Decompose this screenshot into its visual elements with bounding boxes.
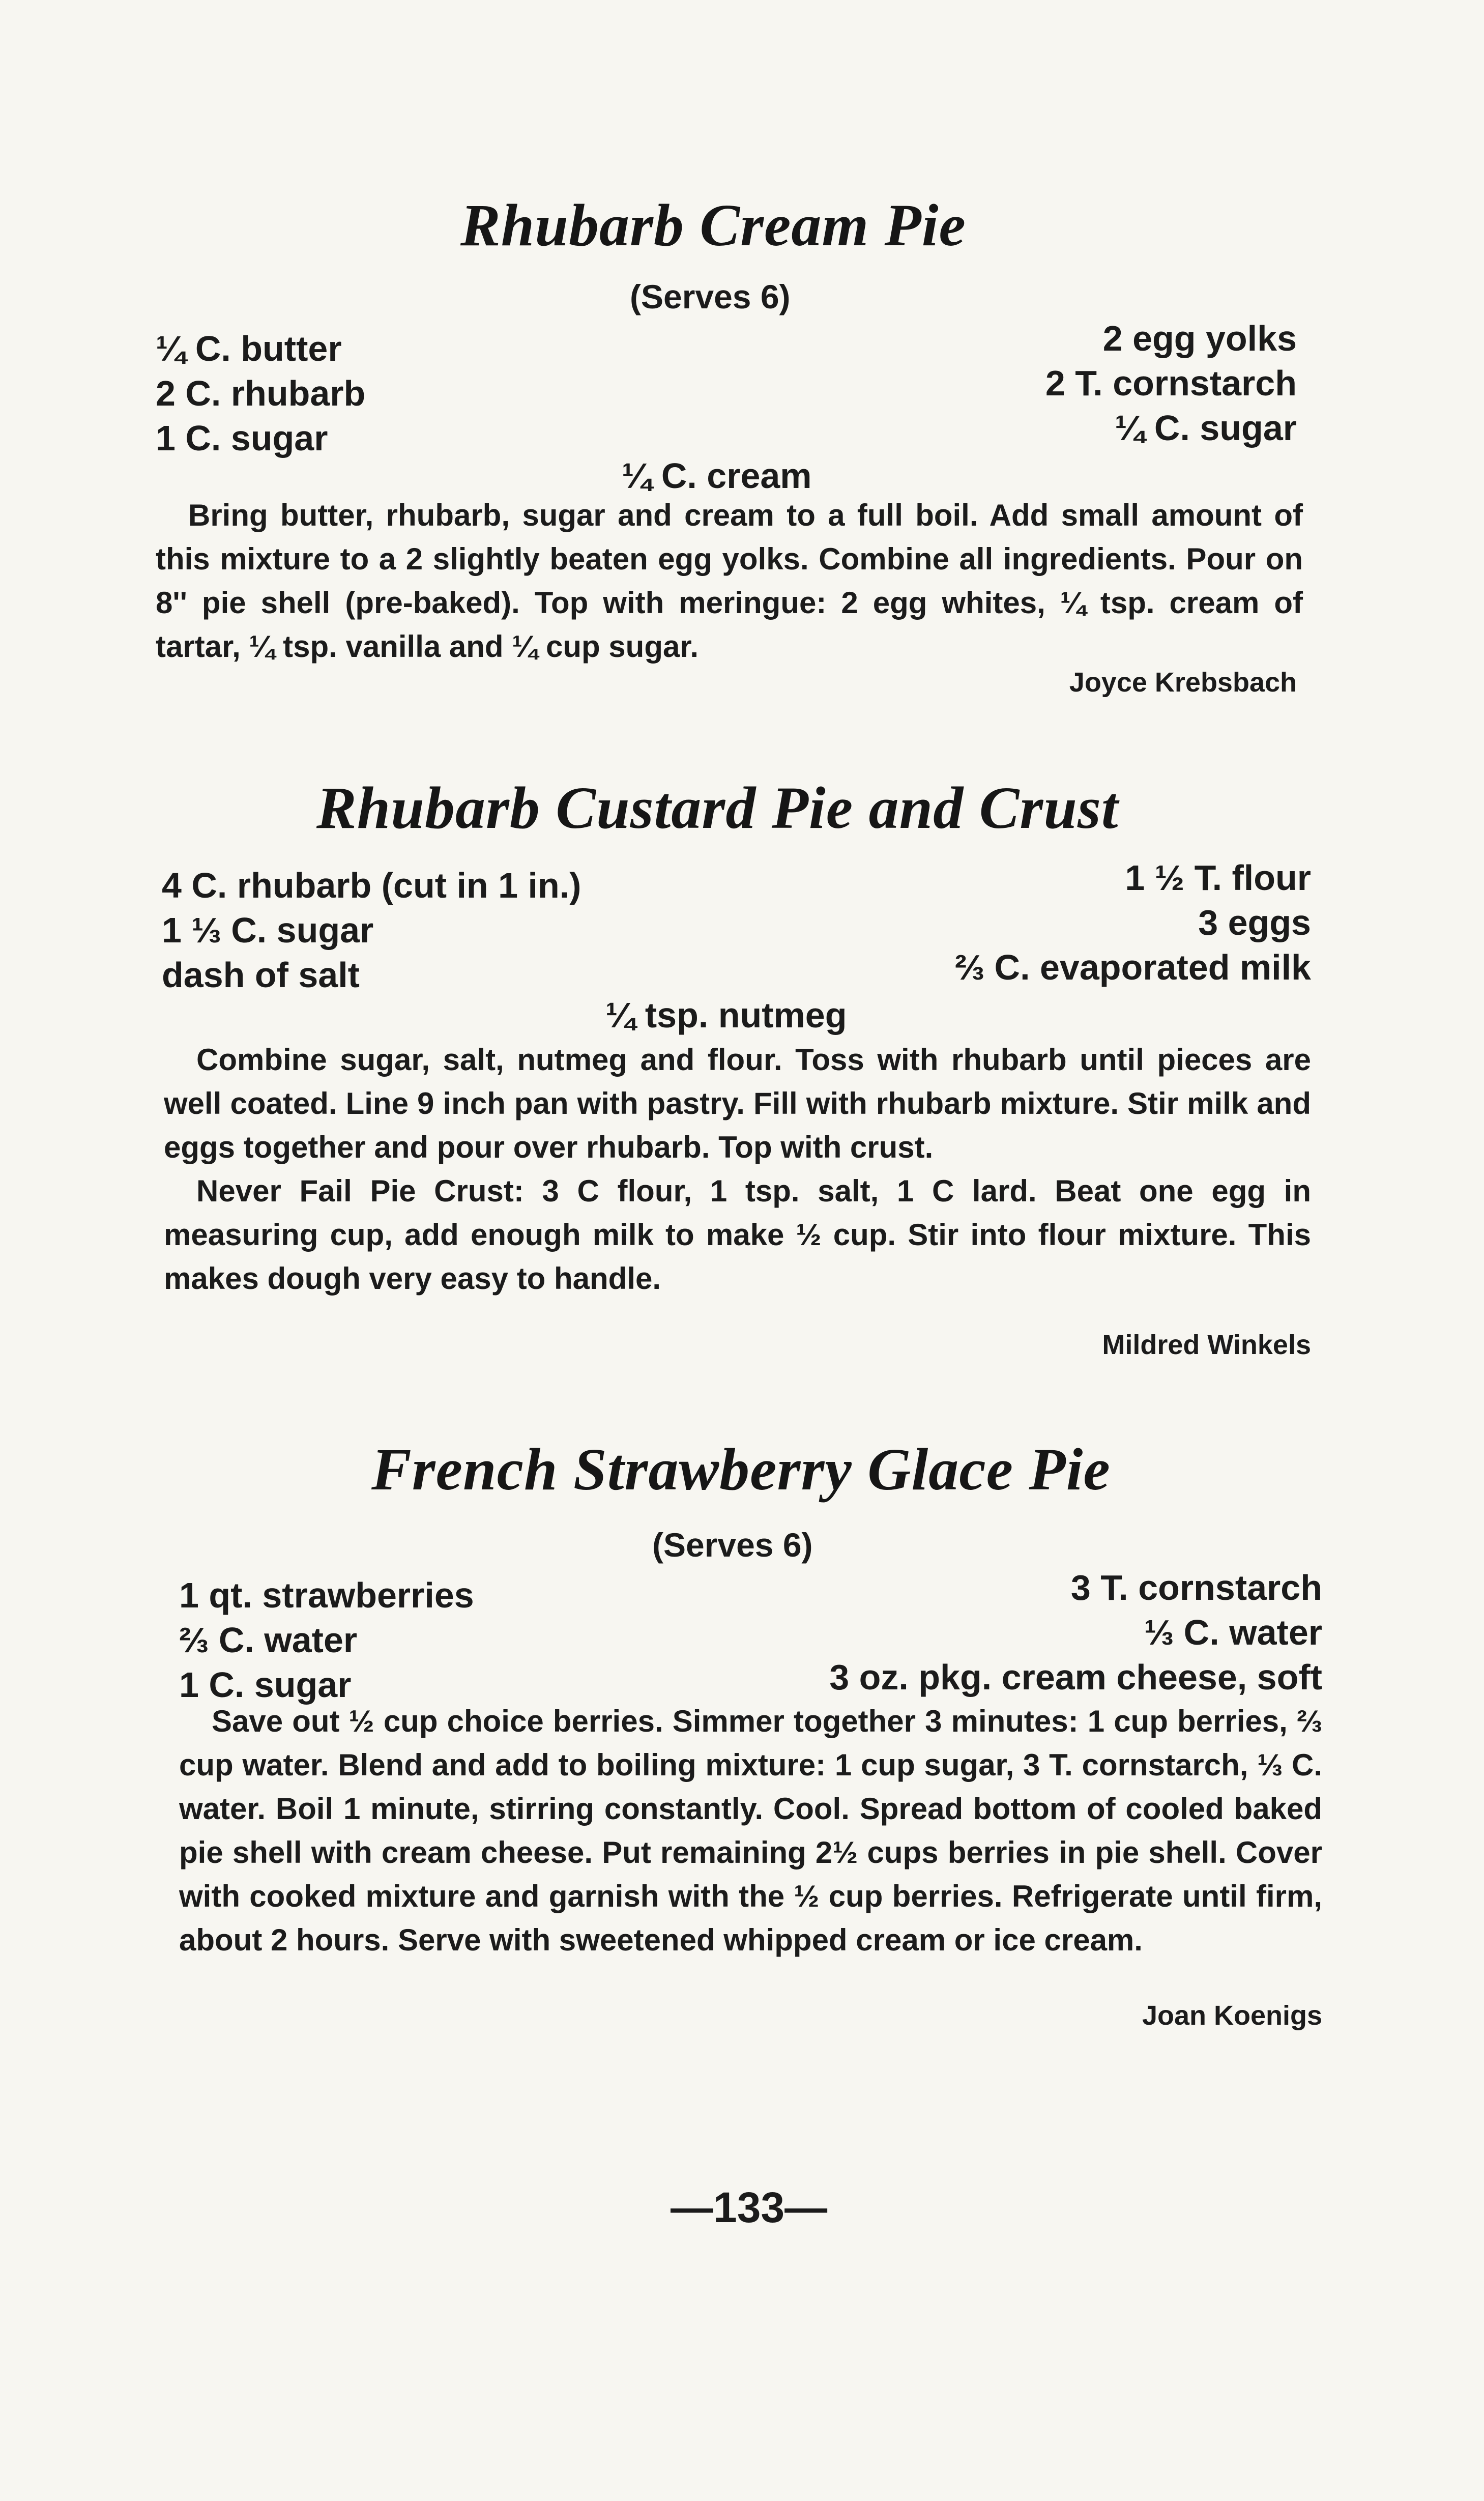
ingredient-item: 1 C. sugar bbox=[156, 418, 328, 458]
recipe-instructions bbox=[156, 494, 1303, 669]
recipe-serves: (Serves 6) bbox=[652, 1526, 813, 1564]
instruction-paragraph: Combine sugar, salt, nutmeg and flour. Toss with rhubarb until pieces are well coated. Line 9 inch pan with pastry. Fill with rhubarb mixture. Stir milk and eggs together and pour over rhubarb. Top with crust. bbox=[164, 1043, 1311, 1164]
ingredient-item: 1 C. sugar bbox=[179, 1665, 352, 1705]
ingredient-item: 2 C. rhubarb bbox=[156, 373, 366, 413]
ingredient-item: ⅔ C. water bbox=[179, 1620, 358, 1660]
recipe-serves: (Serves 6) bbox=[630, 278, 791, 315]
recipe-title: French Strawberry Glace Pie bbox=[371, 1436, 1111, 1503]
page-number: —133— bbox=[671, 2183, 828, 2231]
ingredient-item: 4 C. rhubarb (cut in 1 in.) bbox=[162, 866, 581, 905]
ingredient-item: 3 oz. pkg. cream cheese, soft bbox=[829, 1657, 1322, 1697]
instruction-paragraph: Save out ½ cup choice berries. Simmer together 3 minutes: 1 cup berries, ⅔ cup water. Blend and add to boiling mixture: 1 cup sugar, 3 T. cornstarch, ⅓ C. water. Boil 1 minute, stirring constantly. Cool. Spread bottom of cooled baked pie shell with cream cheese. Put remaining 2½ cups berries in pie shell. Cover with cooked mixture and garnish with the ½ cup berries. Refrigerate until firm, about 2 hours. Serve with sweetened whipped cream or ice cream. bbox=[179, 1704, 1322, 1957]
recipe-instructions bbox=[164, 1038, 1311, 1301]
ingredient-item: 1 qt. strawberries bbox=[179, 1575, 474, 1615]
recipe-title: Rhubarb Cream Pie bbox=[460, 192, 966, 258]
recipe-title: Rhubarb Custard Pie and Crust bbox=[316, 774, 1119, 841]
ingredient-item: 2 T. cornstarch bbox=[1045, 363, 1297, 403]
recipe-author: Mildred Winkels bbox=[1102, 1330, 1311, 1360]
ingredient-item: 3 T. cornstarch bbox=[1070, 1568, 1322, 1607]
ingredient-item: ¼ C. butter bbox=[156, 329, 342, 368]
ingredient-item: 3 eggs bbox=[1198, 903, 1311, 942]
ingredient-item: dash of salt bbox=[162, 955, 360, 995]
instruction-paragraph: Bring butter, rhubarb, sugar and cream to a full boil. Add small amount of this mixture to a 2 slightly beaten egg yolks. Combine all ingredients. Pour on 8'' pie shell (pre-baked). Top with meringue: 2 egg whites, ¼ tsp. cream of tartar, ¼ tsp. vanilla and ¼ cup sugar. bbox=[156, 498, 1303, 664]
instruction-paragraph: Never Fail Pie Crust: 3 C flour, 1 tsp. salt, 1 C lard. Beat one egg in measuring cup, add enough milk to make ½ cup. Stir into flour mixture. This makes dough very easy to handle. bbox=[164, 1174, 1311, 1296]
ingredient-item: ¼ C. sugar bbox=[1115, 408, 1297, 448]
ingredient-item: ⅓ C. water bbox=[1144, 1613, 1322, 1652]
recipe-instructions bbox=[179, 1700, 1322, 1962]
recipe-author: Joyce Krebsbach bbox=[1069, 667, 1297, 698]
ingredient-item: ¼ C. cream bbox=[622, 456, 812, 496]
ingredient-item: 1 ⅓ C. sugar bbox=[162, 910, 374, 950]
ingredient-item: 1 ½ T. flour bbox=[1125, 858, 1311, 898]
recipe-author: Joan Koenigs bbox=[1142, 2000, 1322, 2031]
ingredient-item: ⅔ C. evaporated milk bbox=[954, 947, 1311, 987]
ingredient-item: ¼ tsp. nutmeg bbox=[605, 995, 847, 1035]
ingredient-item: 2 egg yolks bbox=[1102, 319, 1297, 358]
